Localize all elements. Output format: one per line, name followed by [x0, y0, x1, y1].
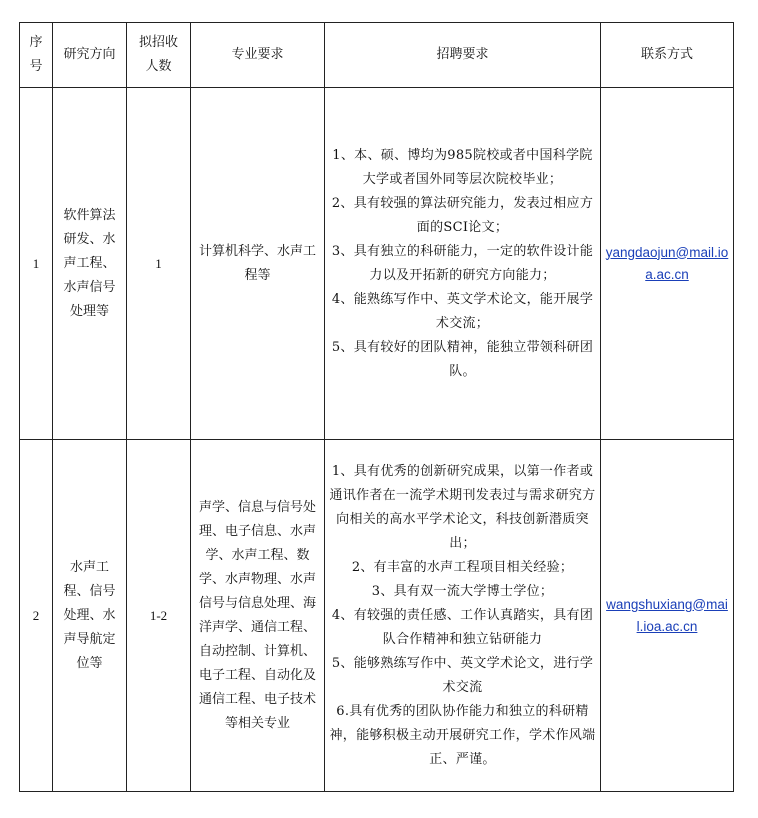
row-requirements [325, 88, 601, 440]
requirement-item: 4、有较强的责任感、工作认真踏实，具有团队合作精神和独立钻研能力 [331, 607, 594, 647]
contact-email-link[interactable]: yangdaojun@mail.ioa.ac.cn [605, 244, 729, 282]
requirement-item: 5、能够熟练写作中、英文学术论文，进行学术交流 [331, 655, 594, 695]
table-row [20, 440, 734, 792]
requirement-item: 1、具有优秀的创新研究成果，以第一作者或通讯作者在一流学术期刊发表过与需求研究方向相关的高水平学术论文，科技创新潜质突出； [329, 463, 596, 551]
header-requirements: 招聘要求 [325, 23, 601, 88]
requirement-item: 4、能熟练写作中、英文学术论文，能开展学术交流； [331, 291, 594, 331]
row-direction: 水声工程、信号处理、水声导航定位等 [53, 440, 127, 792]
table-row [20, 88, 734, 440]
contact-email-link[interactable]: wangshuxiang@mail.ioa.ac.cn [606, 596, 728, 634]
row-major: 计算机科学、水声工程等 [191, 88, 325, 440]
header-direction: 研究方向 [53, 23, 127, 88]
requirement-item: 2、有丰富的水声工程项目相关经验； [351, 559, 574, 575]
row-seq: 2 [20, 440, 53, 792]
row-contact [601, 88, 734, 440]
recruitment-table [19, 22, 734, 792]
row-direction: 软件算法研发、水声工程、水声信号处理等 [53, 88, 127, 440]
row-contact [601, 440, 734, 792]
header-contact: 联系方式 [601, 23, 734, 88]
requirement-item: 6.具有优秀的团队协作能力和独立的科研精神，能够积极主动开展研究工作，学术作风端正、严谨。 [329, 703, 596, 767]
row-count: 1-2 [127, 440, 191, 792]
row-requirements [325, 440, 601, 792]
requirement-item: 5、具有较好的团队精神，能独立带领科研团队。 [331, 339, 594, 379]
requirement-item: 2、具有较强的算法研究能力，发表过相应方面的SCI论文； [331, 195, 594, 235]
requirement-item: 3、具有独立的科研能力，一定的软件设计能力以及开拓新的研究方向能力； [331, 243, 594, 283]
header-row [20, 23, 734, 88]
header-seq: 序号 [20, 23, 53, 88]
header-major: 专业要求 [191, 23, 325, 88]
row-seq: 1 [20, 88, 53, 440]
row-major: 声学、信息与信号处理、电子信息、水声学、水声工程、数学、水声物理、水声信号与信息处理、海洋声学、通信工程、自动控制、计算机、电子工程、自动化及通信工程、电子技术等相关专业 [191, 440, 325, 792]
row-count: 1 [127, 88, 191, 440]
requirement-item: 3、具有双一流大学博士学位； [371, 583, 554, 599]
requirement-item: 1、本、硕、博均为985院校或者中国科学院大学或者国外同等层次院校毕业； [332, 147, 593, 187]
header-count: 拟招收人数 [127, 23, 191, 88]
